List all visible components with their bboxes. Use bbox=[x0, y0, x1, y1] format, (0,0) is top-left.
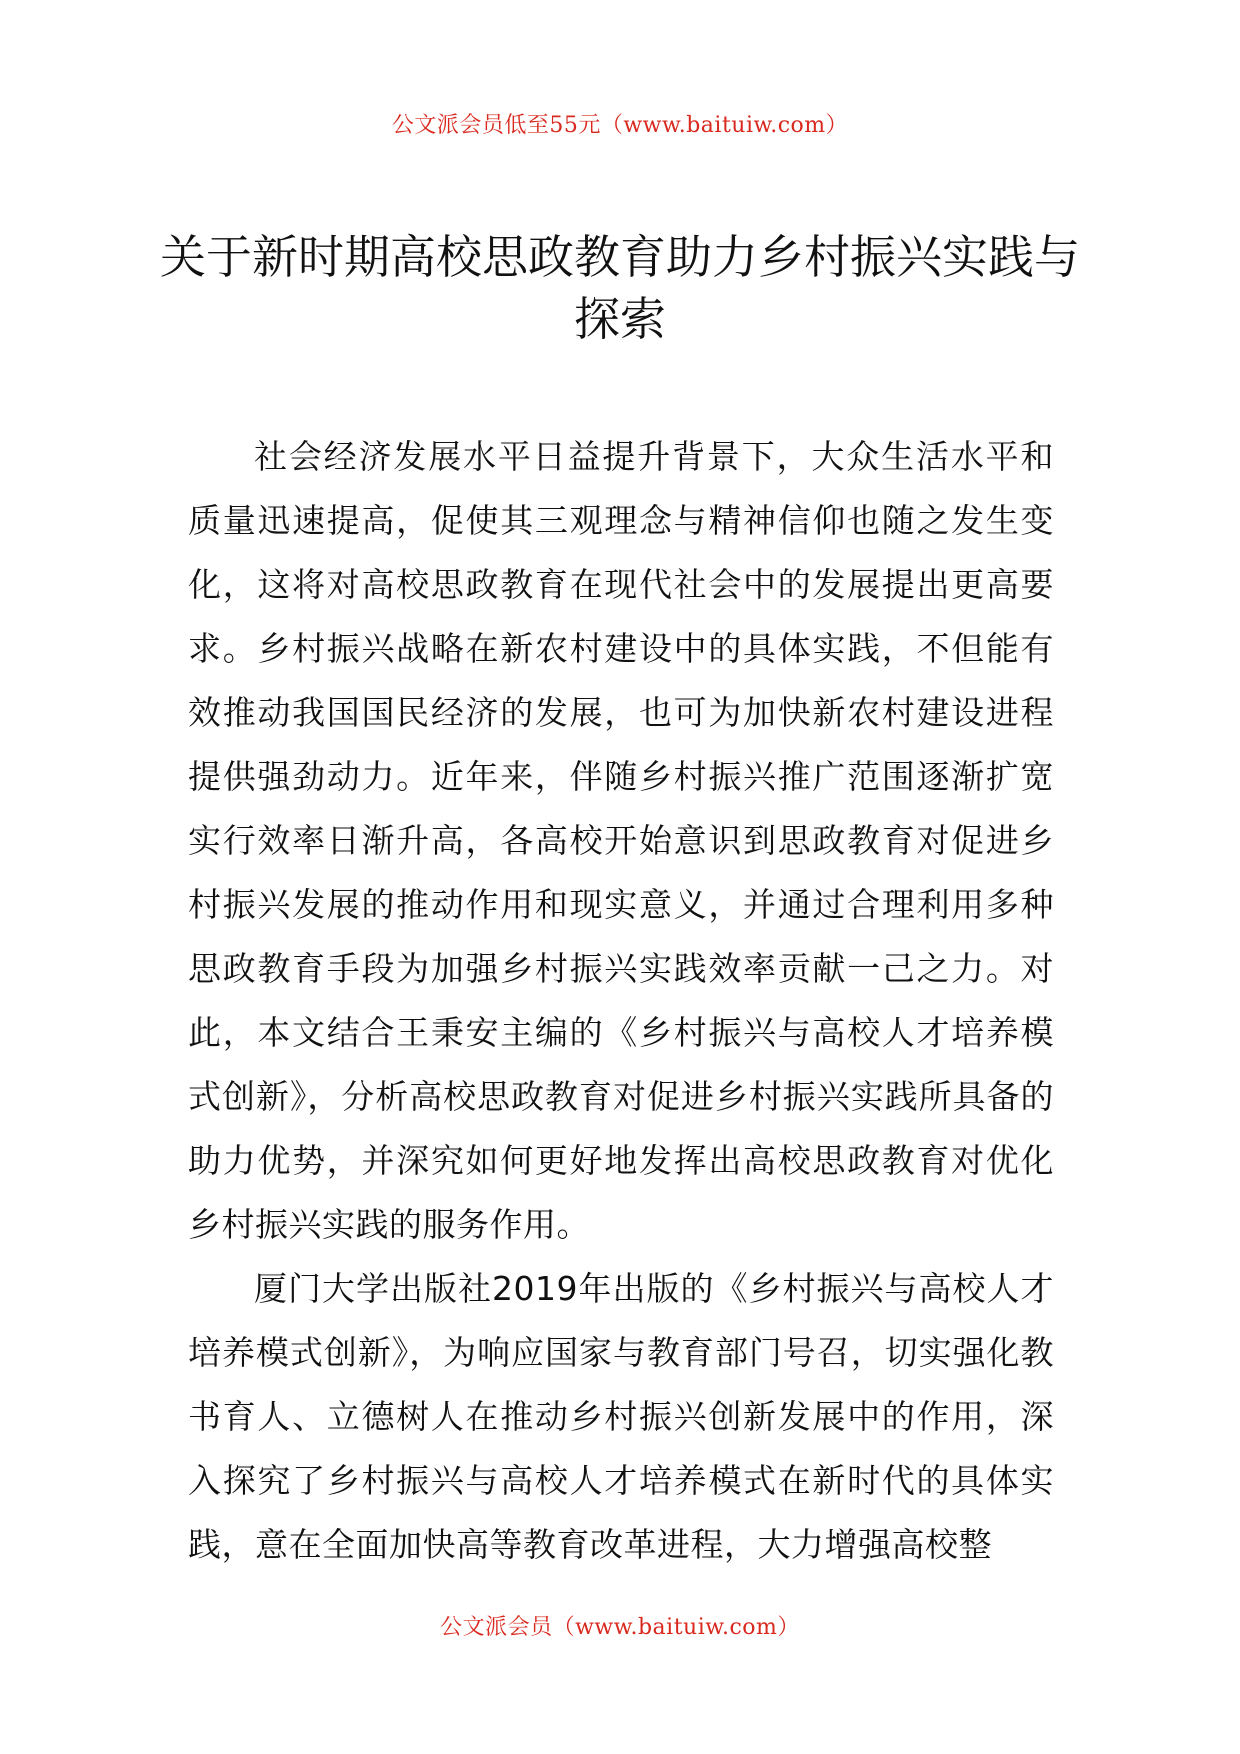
header-promo-banner[interactable]: 公文派会员低至55元（www.baituiw.com） bbox=[391, 113, 849, 138]
document-title: 关于新时期高校思政教育助力乡村振兴实践与探索 bbox=[160, 230, 1080, 346]
body-paragraph-2: 厦门大学出版社2019年出版的《乡村振兴与高校人才培养模式创新》，为响应国家与教育部门号召，切实强化教书育人、立德树人在推动乡村振兴创新发展中的作用，深入探究了乡村振兴与高校人才培养模式在新时代的具体实践，意在全面加快高等教育改革进程，大力增强高校整 bbox=[188, 1269, 1054, 1564]
body-paragraph-1: 社会经济发展水平日益提升背景下，大众生活水平和质量迅速提高，促使其三观理念与精神信仰也随之发生变化，这将对高校思政教育在现代社会中的发展提出更高要求。乡村振兴战略在新农村建设中的具体实践，不但能有效推动我国国民经济的发展，也可为加快新农村建设进程提供强劲动力。近年来，伴随乡村振兴推广范围逐渐扩宽实行效率日渐升高，各高校开始意识到思政教育对促进乡村振兴发展的推动作用和现实意义，并通过合理利用多种思政教育手段为加强乡村振兴实践效率贡献一己之力。对此，本文结合王秉安主编的《乡村振兴与高校人才培养模式创新》，分析高校思政教育对促进乡村振兴实践所具备的助力优势，并深究如何更好地发挥出高校思政教育对优化乡村振兴实践的服务作用。 bbox=[188, 437, 1054, 1244]
document-body bbox=[188, 425, 1054, 1577]
footer-promo-banner[interactable]: 公文派会员（www.baituiw.com） bbox=[440, 1615, 800, 1640]
